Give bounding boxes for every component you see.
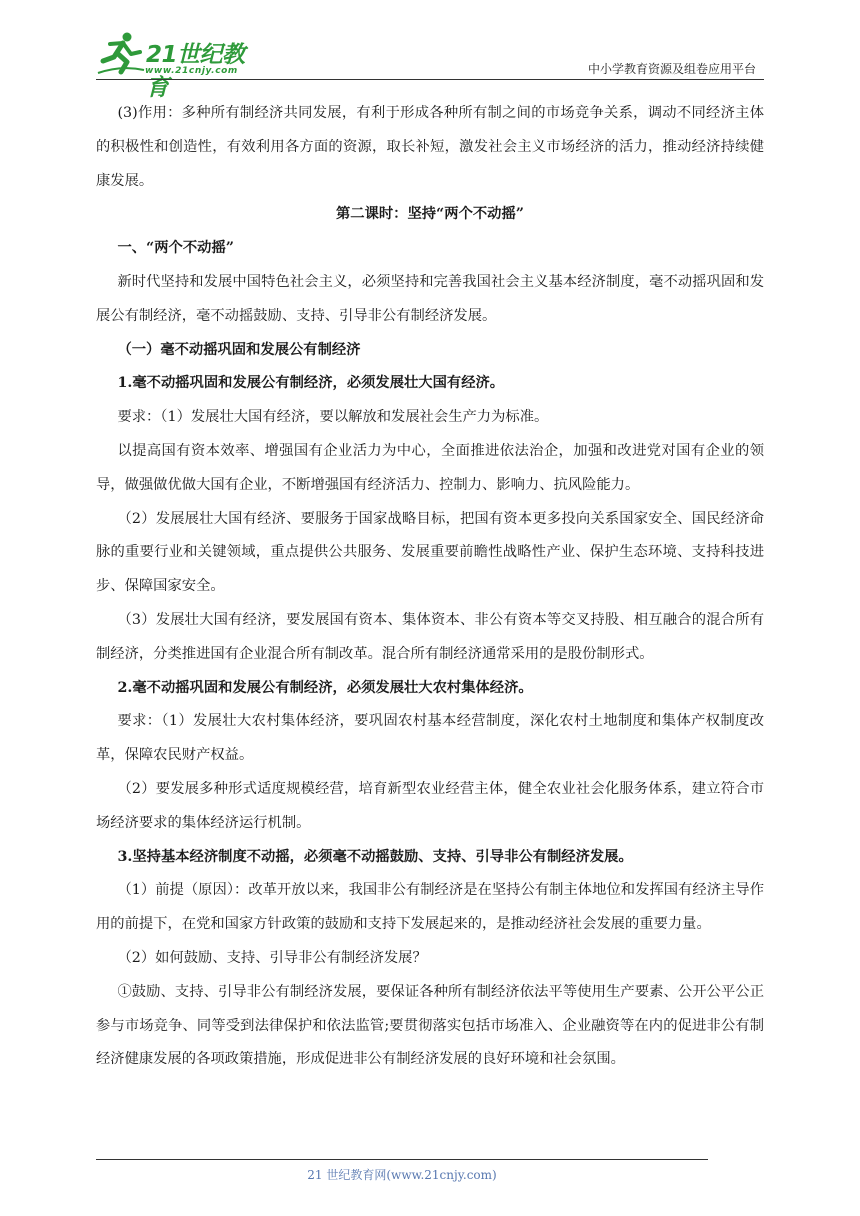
paragraph: （2）发展展壮大国有经济、要服务于国家战略目标，把国有资本更多投向关系国家安全、国民经济命脉的重要行业和关键领域，重点提供公共服务、发展重要前瞻性战略性产业、保护生态环境、支持科技进步、保障国家安全。: [96, 510, 764, 595]
paragraph: （1）前提（原因）：改革开放以来，我国非公有制经济是在坚持公有制主体地位和发挥国有经济主导作用的前提下，在党和国家方针政策的鼓励和支持下发展起来的，是推动经济社会发展的重要力量。: [96, 882, 764, 933]
runner-logo-icon: [96, 30, 146, 76]
document-body: [96, 97, 764, 1077]
paragraph: 要求：（1）发展壮大农村集体经济，要巩固农村基本经营制度，深化农村土地制度和集体产权制度改革，保障农民财产权益。: [96, 713, 764, 764]
platform-name: 中小学教育资源及组卷应用平台: [587, 62, 756, 76]
page-footer: 21 世纪教育网(www.21cnjy.com): [307, 1168, 497, 1182]
heading: 一、“两个不动摇”: [117, 240, 234, 257]
paragraph: ①鼓励、支持、引导非公有制经济发展，要保证各种所有制经济依法平等使用生产要素、公开公平公正参与市场竞争、同等受到法律保护和依法监管;要贯彻落实包括市场准入、企业融资等在内的促进非公有制经济健康发展的各项政策措施，形成促进非公有制经济发展的良好环境和社会氛围。: [96, 983, 764, 1068]
paragraph: （2）要发展多种形式适度规模经营，培育新型农业经营主体，健全农业社会化服务体系，建立符合市场经济要求的集体经济运行机制。: [96, 780, 764, 831]
subheading: 3.坚持基本经济制度不动摇，必须毫不动摇鼓励、支持、引导非公有制经济发展。: [117, 848, 633, 865]
logo-text: 21世纪教育: [146, 42, 245, 101]
subheading: （一）毫不动摇巩固和发展公有制经济: [117, 341, 361, 358]
paragraph: 要求：（1）发展壮大国有经济，要以解放和发展社会生产力为标准。: [117, 409, 549, 426]
logo-url: www.21cnjy.com: [145, 66, 238, 76]
page-header: [96, 30, 764, 101]
paragraph: 新时代坚持和发展中国特色社会主义，必须坚持和完善我国社会主义基本经济制度，毫不动摇巩固和发展公有制经济，毫不动摇鼓励、支持、引导非公有制经济发展。: [96, 273, 764, 324]
header-divider: [96, 79, 764, 80]
paragraph: (3)作用：多种所有制经济共同发展，有利于形成各种所有制之间的市场竞争关系，调动不同经济主体的积极性和创造性，有效利用各方面的资源，取长补短，激发社会主义市场经济的活力，推动经济持续健康发展。: [96, 105, 764, 189]
subheading: 1.毫不动摇巩固和发展公有制经济，必须发展壮大国有经济。: [117, 375, 505, 392]
paragraph: （2）如何鼓励、支持、引导非公有制经济发展？: [117, 949, 427, 966]
site-logo: [96, 30, 266, 101]
footer-divider: [96, 1159, 708, 1160]
paragraph: （3）发展壮大国有经济，要发展国有资本、集体资本、非公有资本等交叉持股、相互融合的混合所有制经济，分类推进国有企业混合所有制改革。混合所有制经济通常采用的是股份制形式。: [96, 611, 764, 662]
subheading: 2.毫不动摇巩固和发展公有制经济，必须发展壮大农村集体经济。: [117, 679, 533, 696]
paragraph: 以提高国有资本效率、增强国有企业活力为中心，全面推进依法治企，加强和改进党对国有企业的领导，做强做优做大国有企业，不断增强国有经济活力、控制力、影响力、抗风险能力。: [96, 442, 764, 493]
section-title: 第二课时：坚持“两个不动摇”: [335, 206, 524, 223]
